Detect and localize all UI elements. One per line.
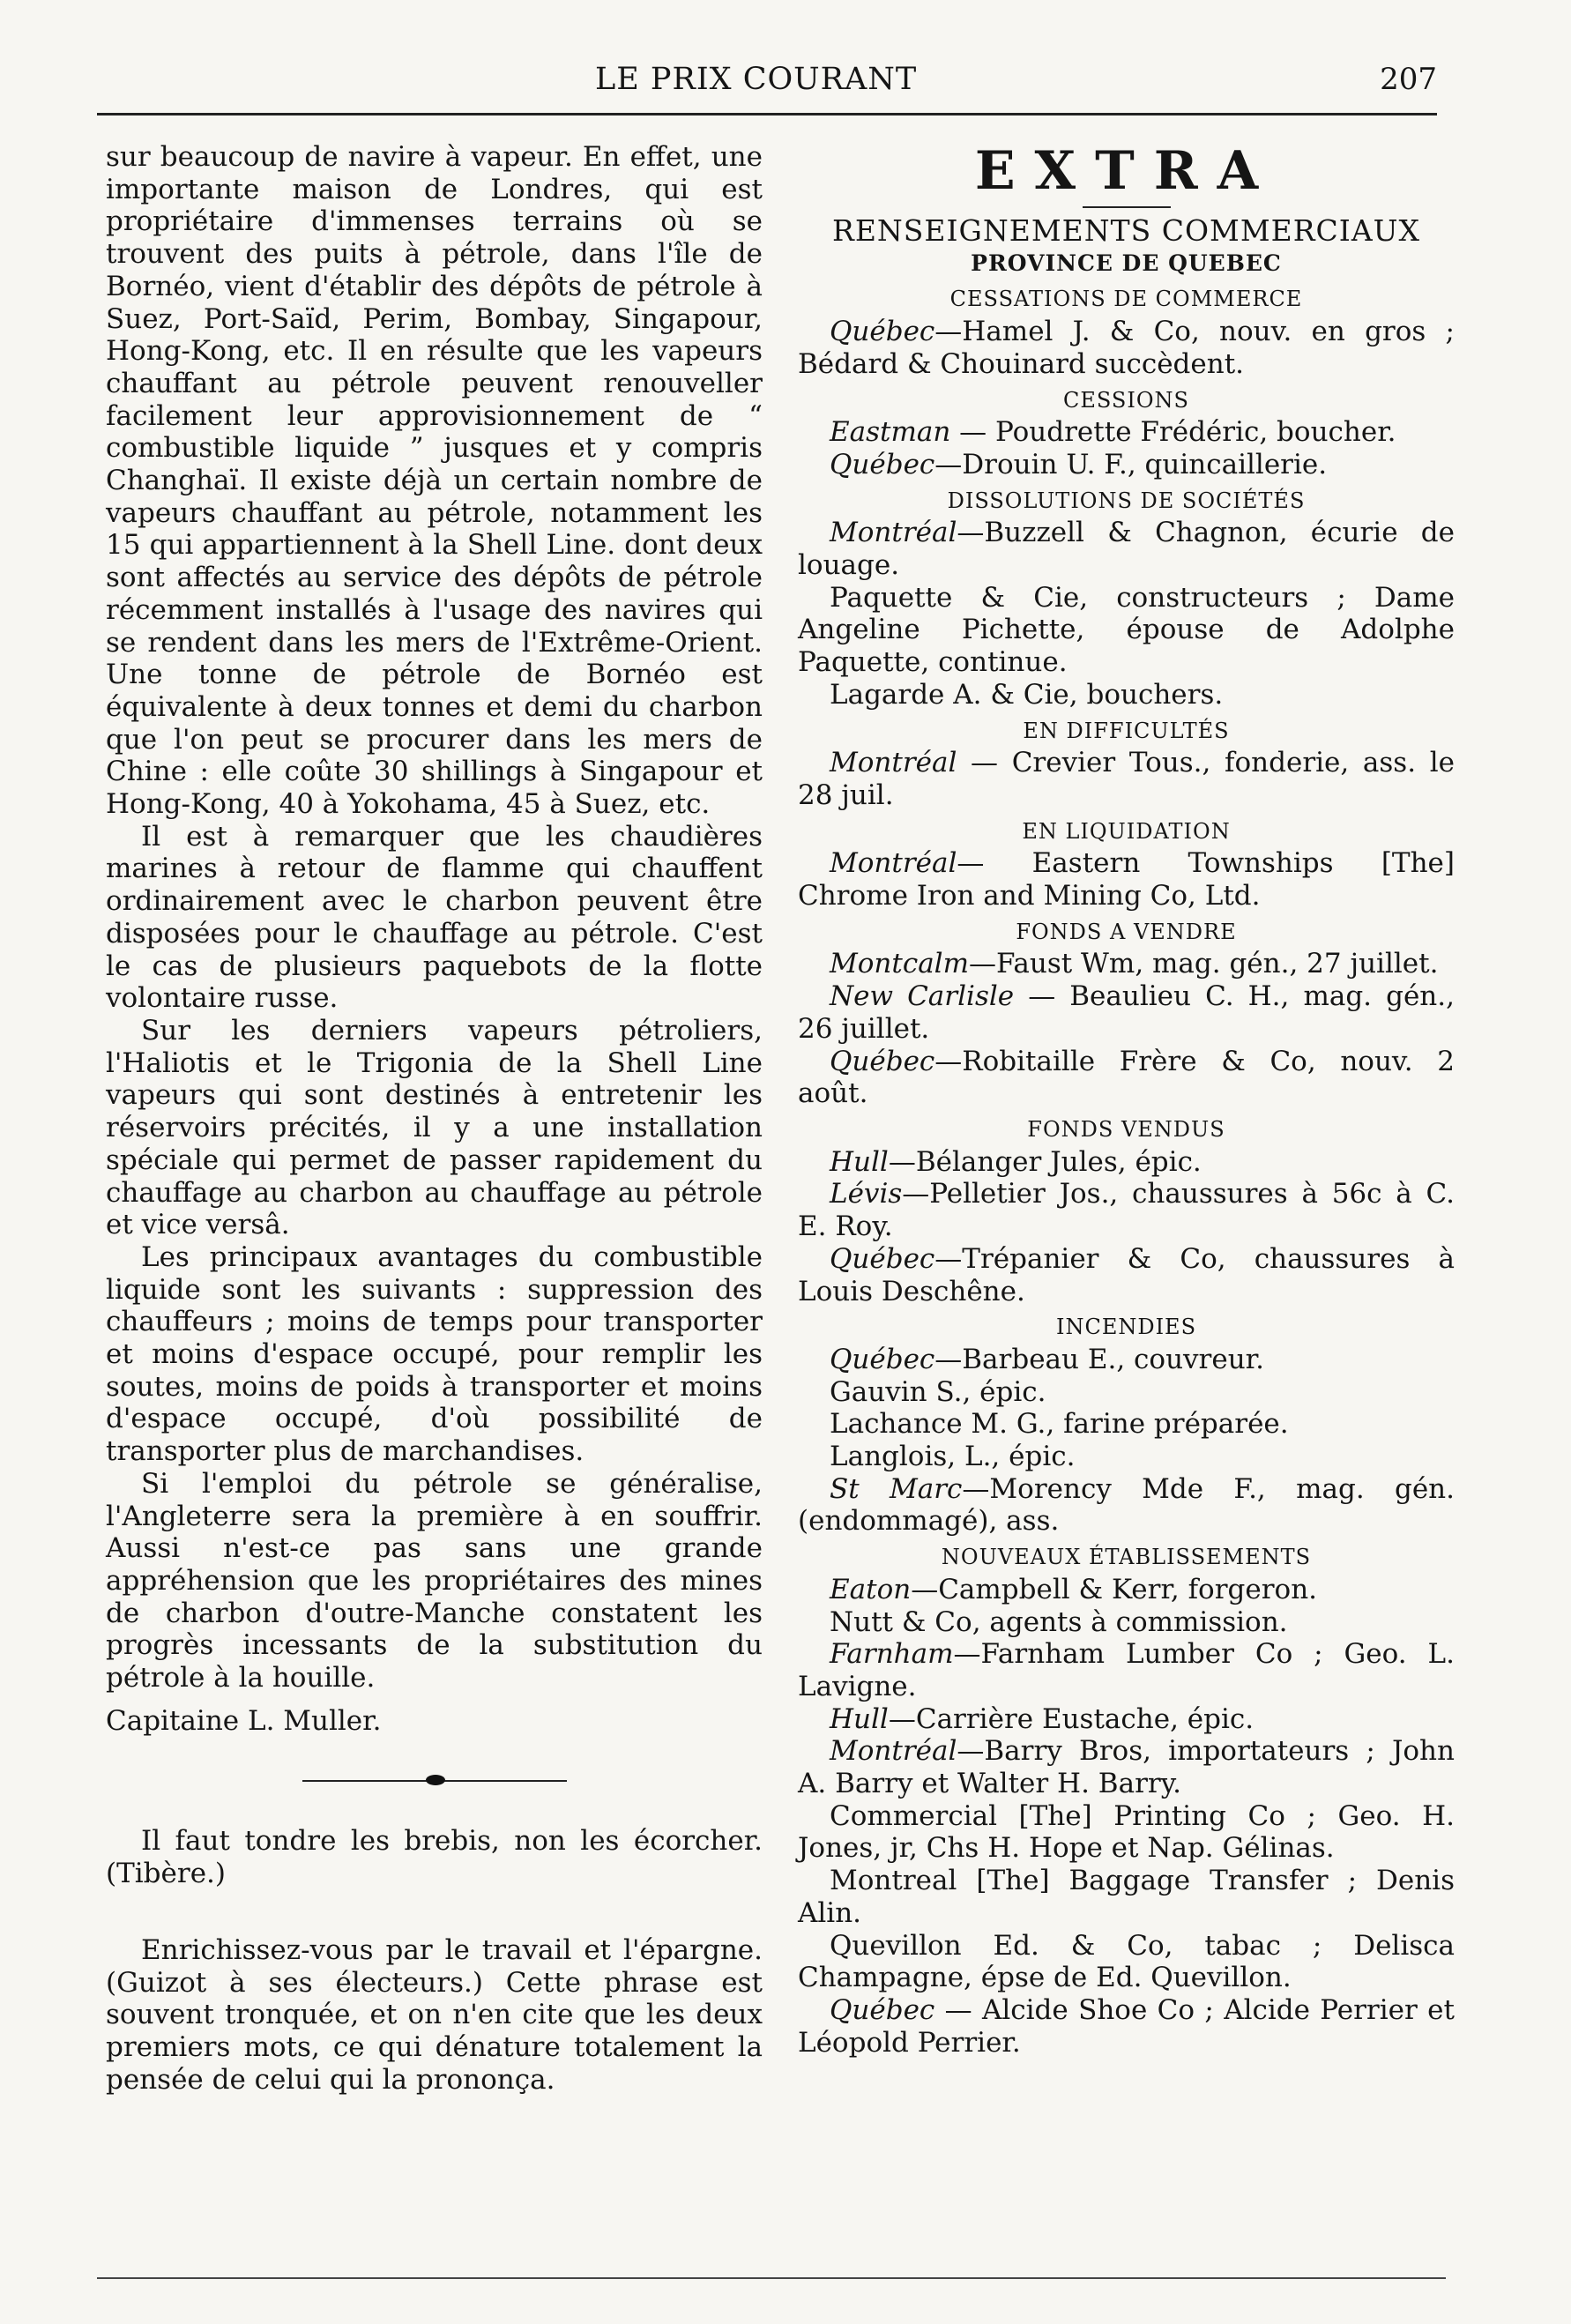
left-column [106, 141, 763, 2096]
commerce-entry [798, 582, 1455, 679]
entry-text: —Morency Mde F., mag. gén. (endommagé), ass. [798, 1472, 1456, 1538]
entry-text: Gauvin S., épic. [830, 1375, 1046, 1408]
entry-place: Farnham [830, 1638, 954, 1671]
entry-text: — Poudrette Frédéric, boucher. [950, 416, 1396, 449]
commerce-entry [798, 1994, 1455, 2059]
commerce-entry [798, 1800, 1455, 1865]
commerce-entry [798, 1046, 1455, 1110]
entry-text: Paquette & Cie, constructeurs ; Dame Angeline Pichette, épouse de Adolphe Paquette, continue. [798, 581, 1455, 679]
entry-place: Lévis [830, 1178, 903, 1210]
commerce-entry [798, 948, 1455, 980]
entry-place: Eastman [830, 416, 951, 449]
header-rule [97, 113, 1437, 115]
commerce-entry [798, 1408, 1455, 1441]
section-heading: EN LIQUIDATION [1022, 818, 1231, 844]
commerce-entry [798, 980, 1455, 1045]
entry-place: New Carlisle [830, 980, 1015, 1013]
entry-place: Québec [830, 448, 935, 480]
commerce-entry [798, 1146, 1455, 1179]
section-heading: DISSOLUTIONS DE SOCIÉTÉS [947, 488, 1306, 513]
article-paragraph: Les principaux avantages du combustible liquide sont les suivants : suppression des chauffeurs ; moins de temps pour transporter et moins d'espace occupé, pour remplir les soutes, moins de poids à transporter et moins d'espace occupé, d'où possibilité de transporter plus de marchandises. [106, 1240, 763, 1468]
commerce-entry [798, 1473, 1455, 1538]
entry-text: —Barbeau E., couvreur. [934, 1343, 1264, 1375]
entry-place: Eaton [830, 1573, 912, 1605]
quote-guizot: Enrichissez-vous par le travail et l'épargne. (Guizot à ses électeurs.) Cette phrase est souvent tronquée, et on n'en cite que les deux premiers mots, ce qui dénature totalement la pensée de celui qui la prononça. [106, 1933, 763, 2096]
province-heading: PROVINCE DE QUEBEC [971, 250, 1282, 276]
commerce-entry [798, 1638, 1455, 1702]
commerce-entry [798, 1344, 1455, 1376]
commerce-entry [798, 747, 1455, 811]
entry-text: — Eastern Townships [The] Chrome Iron and Mining Co, Ltd. [798, 847, 1455, 912]
entry-text: —Robitaille Frère & Co, nouv. 2 août. [798, 1045, 1455, 1110]
commercial-sections [798, 283, 1455, 2059]
section-heading: CESSIONS [1063, 387, 1189, 413]
entry-place: Québec [830, 1242, 935, 1275]
commerce-entry [798, 1441, 1455, 1473]
article-paragraph: sur beaucoup de navire à vapeur. En effet, une importante maison de Londres, qui est propriétaire d'immenses terrains où se trouvent des puits à pétrole, dans l'île de Bornéo, vient d'établir des dépôts de pétrole à Suez, Port-Saïd, Perim, Bombay, Singapour, Hong-Kong, etc. Il en résulte que les vapeurs chauffant au pétrole peuvent renouveller facilement leur approvisionnement de “ combustible liquide ” jusques et y compris Changhaï. Il existe déjà un certain nombre de vapeurs chauffant au pétrole, notamment les 15 qui appartiennent à la Shell Line. dont deux sont affectés au service des dépôts de pétrole récemment installés à l'usage des navires qui se rendent dans les mers de l'Extrême-Orient. Une tonne de pétrole de Bornéo est équivalente à deux tonnes et demi du charbon que l'on peut se procurer dans les mers de Chine : elle coûte 30 shillings à Singapour et Hong-Kong, 40 à Yokohama, 45 à Suez, etc. [106, 141, 763, 821]
right-column [798, 141, 1455, 2059]
commerce-entry [798, 1606, 1455, 1639]
author-signature: Capitaine L. Muller. [106, 1704, 382, 1737]
entry-place: Montréal [830, 517, 957, 549]
footer-rule [97, 2277, 1446, 2279]
renseignements-title: RENSEIGNEMENTS COMMERCIAUX [832, 213, 1420, 248]
entry-place: Montréal [830, 747, 957, 779]
entry-text: —Barry Bros, importateurs ; John A. Barry et Walter H. Barry. [798, 1735, 1455, 1800]
commerce-entry [798, 1243, 1455, 1307]
commerce-entry [798, 1574, 1455, 1606]
commerce-entry [798, 847, 1455, 912]
entry-text: —Farnham Lumber Co ; Geo. L. Lavigne. [798, 1638, 1455, 1702]
article-paragraph: Il est à remarquer que les chaudières marines à retour de flamme qui chauffent ordinairement avec le charbon peuvent être disposées pour le chauffage au pétrole. C'est le cas de plusieurs paquebots de la flotte volontaire russe. [106, 820, 763, 1015]
ornament-divider [302, 1772, 567, 1790]
entry-place: Hull [830, 1702, 889, 1735]
entry-text: —Bélanger Jules, épic. [888, 1145, 1202, 1178]
entry-text: Commercial [The] Printing Co ; Geo. H. Jones, jr, Chs H. Hope et Nap. Gélinas. [798, 1799, 1455, 1865]
entry-text: Quevillon Ed. & Co, tabac ; Delisca Champagne, épse de Ed. Quevillon. [798, 1929, 1455, 1994]
entry-text: —Carrière Eustache, épic. [888, 1702, 1255, 1735]
entry-text: —Trépanier & Co, chaussures à Louis Deschêne. [798, 1242, 1455, 1307]
entry-place: Québec [830, 1045, 935, 1077]
entry-text: —Campbell & Kerr, forgeron. [911, 1573, 1318, 1605]
entry-text: — Alcide Shoe Co ; Alcide Perrier et Léopold Perrier. [798, 1993, 1455, 2059]
journal-title: LE PRIX COURANT [595, 62, 918, 97]
commerce-entry [798, 1865, 1455, 1929]
commerce-entry [798, 1735, 1455, 1799]
entry-text: — Crevier Tous., fonderie, ass. le 28 juil. [798, 747, 1455, 811]
entry-text: —Hamel J. & Co, nouv. en gros ; Bédard & Chouinard succèdent. [798, 316, 1455, 380]
entry-place: St Marc [830, 1472, 963, 1505]
entry-text: Montreal [The] Baggage Transfer ; Denis Alin. [798, 1865, 1455, 1929]
section-heading: INCENDIES [1055, 1315, 1197, 1340]
entry-place: Hull [830, 1145, 889, 1178]
section-heading: EN DIFFICULTÉS [1023, 718, 1230, 743]
entry-text: —Drouin U. F., quincaillerie. [934, 448, 1328, 480]
commerce-entry [798, 449, 1455, 481]
entry-place: Montcalm [830, 948, 969, 980]
ornament-dot [426, 1775, 445, 1785]
commerce-entry [798, 1930, 1455, 1994]
page-number: 207 [1380, 62, 1437, 97]
entry-text: —Pelletier Jos., chaussures à 56c à C. E. Roy. [798, 1178, 1455, 1243]
entry-place: Québec [830, 1993, 935, 2026]
entry-text: — Beaulieu C. H., mag. gén., 26 juillet. [798, 980, 1455, 1045]
commerce-entry [798, 1376, 1455, 1409]
entry-place: Québec [830, 1343, 935, 1375]
commerce-entry [798, 1703, 1455, 1736]
article-paragraph: Sur les derniers vapeurs pétroliers, l'Haliotis et le Trigonia de la Shell Line vapeurs qui sont destinés à entretenir les réservoirs précités, il y a une installation spéciale qui permet de passer rapidement du chauffage au charbon au chauffage au pétrole et vice versâ. [106, 1014, 763, 1241]
entry-text: —Buzzell & Chagnon, écurie de louage. [798, 517, 1455, 582]
commerce-entry [798, 416, 1455, 449]
entry-text: Lagarde A. & Cie, bouchers. [830, 678, 1224, 711]
article-paragraph: Si l'emploi du pétrole se généralise, l'Angleterre sera la première à en souffrir. Aussi n'est-ce pas sans une grande appréhension que les propriétaires des mines de charbon d'outre-Manche constatent les progrès incessants de la substitution du pétrole à la houille. [106, 1467, 763, 1695]
entry-place: Montréal [830, 847, 957, 880]
page-header [106, 51, 1437, 104]
section-heading: FONDS VENDUS [1027, 1116, 1225, 1142]
commerce-entry [798, 316, 1455, 380]
entry-place: Montréal [830, 1735, 957, 1768]
extra-heading: EXTRA [974, 140, 1278, 202]
commerce-entry [798, 1178, 1455, 1242]
entry-text: —Faust Wm, mag. gén., 27 juillet. [968, 948, 1439, 980]
section-heading: NOUVEAUX ÉTABLISSEMENTS [941, 1545, 1312, 1570]
entry-text: Lachance M. G., farine préparée. [830, 1408, 1289, 1441]
commerce-entry [798, 679, 1455, 711]
quote-tibere: Il faut tondre les brebis, non les écorcher. (Tibère.) [106, 1825, 763, 1890]
entry-text: Nutt & Co, agents à commission. [830, 1605, 1288, 1638]
extra-rule [1083, 206, 1171, 208]
section-heading: CESSATIONS DE COMMERCE [949, 287, 1303, 312]
commerce-entry [798, 517, 1455, 581]
entry-place: Québec [830, 316, 935, 348]
entry-text: Langlois, L., épic. [830, 1441, 1076, 1473]
section-heading: FONDS A VENDRE [1016, 919, 1237, 944]
